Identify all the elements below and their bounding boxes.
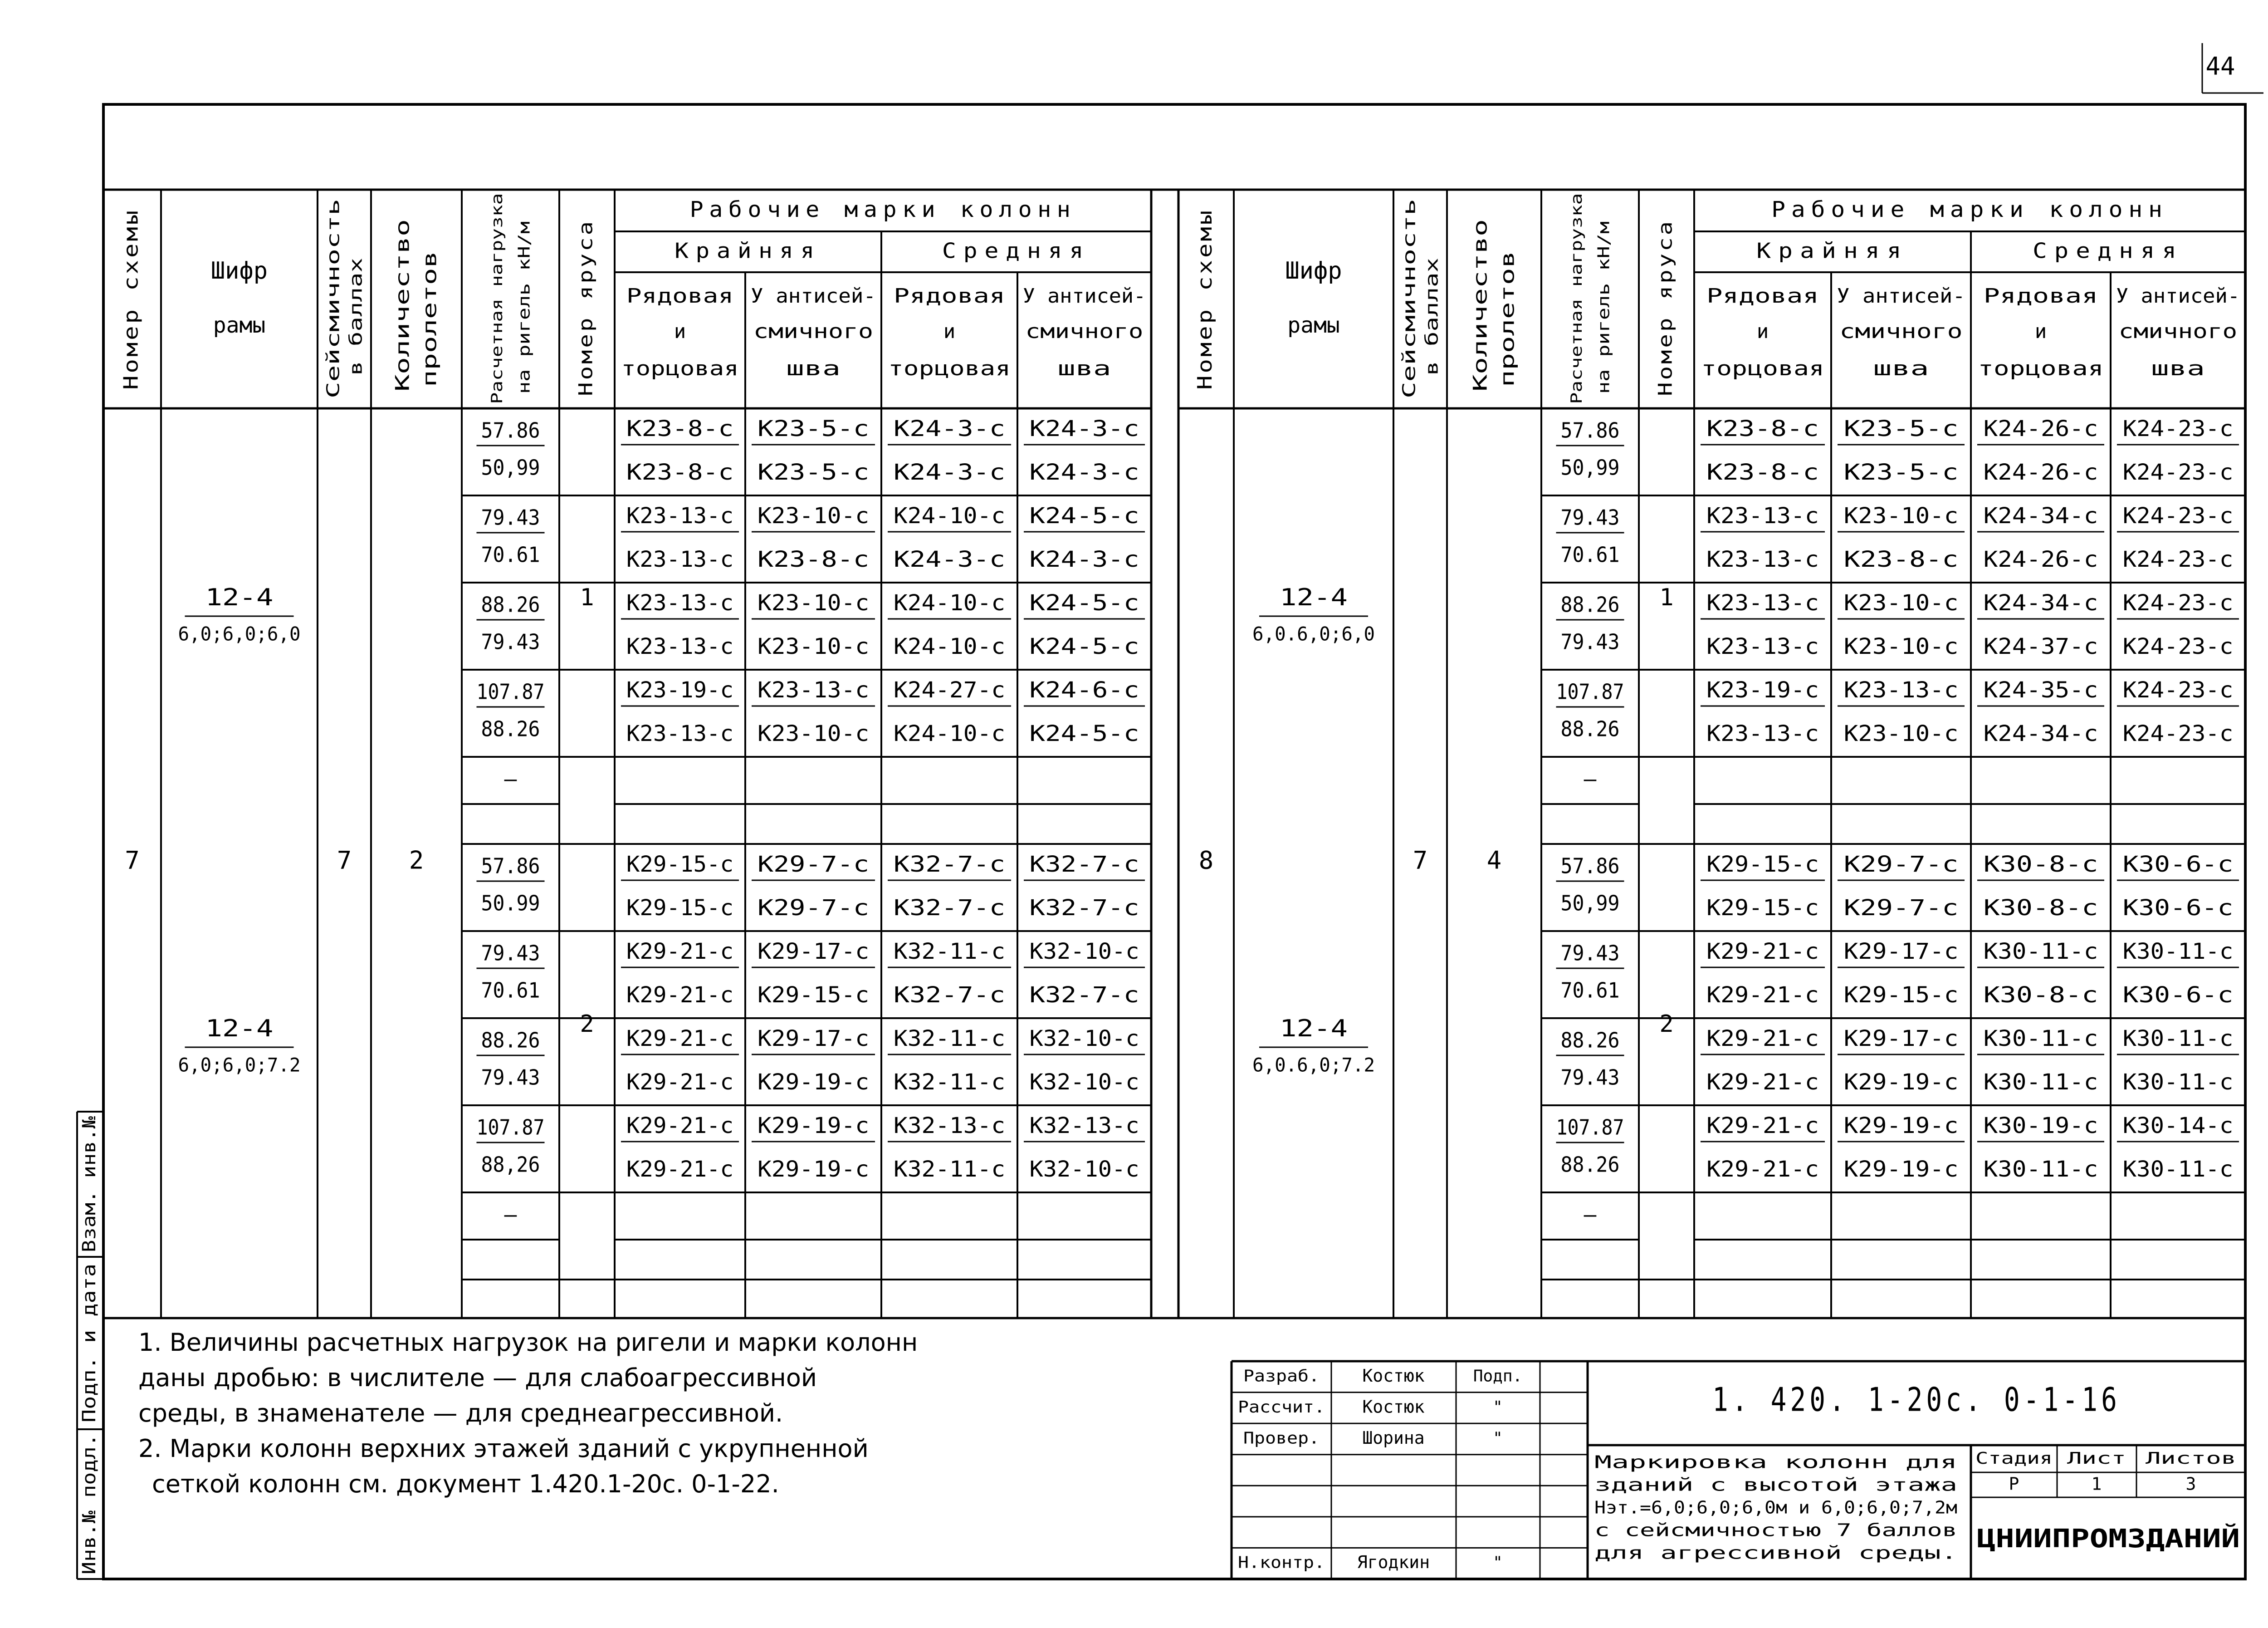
- column-mark: К29-7-с: [1843, 895, 1959, 921]
- header-row-type: торцовая: [888, 357, 1011, 380]
- column-mark: К24-26-с: [1983, 460, 2098, 485]
- column-mark: К24-26-с: [1983, 416, 2098, 441]
- column-mark: К23-13-с: [626, 721, 734, 746]
- column-mark: К29-21-с: [626, 939, 734, 964]
- column-mark: К29-15-с: [1843, 982, 1959, 1008]
- load-numerator: 107.87: [1556, 1115, 1624, 1140]
- load-denominator: 88,26: [481, 1152, 540, 1177]
- column-mark: К29-19-с: [1843, 1069, 1959, 1095]
- load-numerator: 107.87: [476, 1115, 545, 1140]
- column-mark: К23-10-с: [1843, 503, 1959, 529]
- tier-number: 2: [580, 1010, 594, 1038]
- load-numerator: 57.86: [1560, 853, 1620, 878]
- title-description: Нэт.=6,0;6,0;6,0м и 6,0;6,0;7,2м: [1594, 1497, 1957, 1518]
- column-mark: К23-10-с: [1843, 721, 1959, 746]
- column-mark: К24-3-с: [1029, 416, 1139, 441]
- column-mark: К29-21-с: [626, 1026, 734, 1051]
- scheme-number: 8: [1198, 846, 1214, 875]
- load-numerator: 79.43: [481, 941, 540, 966]
- tier-number: 1: [580, 584, 594, 611]
- frame-code-den: 6,0;6,0;6,0: [178, 623, 301, 645]
- column-mark: К24-23-с: [2122, 721, 2234, 746]
- column-mark: К29-15-с: [626, 895, 734, 921]
- tier-number: 2: [1659, 1010, 1674, 1038]
- title-name: Костюк: [1362, 1397, 1425, 1417]
- column-mark: К23-10-с: [758, 721, 869, 746]
- side-stamp-label: Взам. инв.№: [79, 1132, 100, 1252]
- header-row-type: и: [943, 320, 956, 343]
- column-mark: К29-7-с: [758, 895, 869, 921]
- column-mark: К29-19-с: [1843, 1113, 1959, 1138]
- load-denominator: 88.26: [1560, 716, 1620, 741]
- load-numerator: 57.86: [481, 418, 540, 443]
- header-load: Расчетная нагрузка: [1568, 237, 1586, 404]
- column-mark: К29-7-с: [1843, 852, 1959, 877]
- column-mark: К24-34-с: [1983, 503, 2098, 529]
- header-spans: Количество: [391, 277, 414, 392]
- column-mark: К30-19-с: [1983, 1113, 2098, 1138]
- load-denominator: 50,99: [1560, 891, 1620, 916]
- column-mark: К29-19-с: [1843, 1157, 1959, 1182]
- load-numerator: 79.43: [1560, 505, 1620, 530]
- title-sign: ": [1493, 1553, 1503, 1572]
- column-mark: К23-13-с: [1843, 677, 1959, 703]
- header-row-type: торцовая: [1978, 357, 2104, 380]
- empty-load-dash: —: [1584, 766, 1597, 791]
- column-mark: К24-23-с: [2122, 460, 2234, 485]
- column-mark: К24-3-с: [1029, 460, 1139, 485]
- column-mark: К29-17-с: [1843, 939, 1959, 964]
- column-mark: К23-19-с: [1706, 677, 1819, 703]
- column-mark: К29-17-с: [758, 939, 869, 964]
- header-anti-seismic: У антисей-: [2116, 284, 2240, 308]
- header-row-type: Рядовая: [1983, 284, 2098, 308]
- empty-load-dash: —: [504, 1202, 517, 1227]
- load-denominator: 79.43: [481, 1065, 540, 1090]
- title-name: Шорина: [1362, 1427, 1425, 1448]
- column-mark: К29-21-с: [626, 1113, 734, 1138]
- header-spans: Количество: [1469, 277, 1491, 392]
- column-mark: К29-15-с: [626, 852, 734, 877]
- column-mark: К32-11-с: [894, 1157, 1005, 1182]
- header-middle: Средняя: [942, 238, 1091, 263]
- header-spans: пролетов: [418, 295, 441, 387]
- header-frame-code: Шифр: [1285, 257, 1342, 284]
- sheet-label: Лист: [2067, 1449, 2126, 1468]
- header-working-marks: Рабочие марки колонн: [689, 197, 1076, 222]
- column-mark: К30-6-с: [2122, 982, 2234, 1008]
- column-mark: К23-13-с: [1706, 547, 1819, 572]
- column-mark: К29-15-с: [1706, 895, 1819, 921]
- column-mark: К24-34-с: [1983, 721, 2098, 746]
- title-role: Рассчит.: [1238, 1398, 1325, 1417]
- column-mark: К29-21-с: [1706, 1157, 1819, 1182]
- column-mark: К30-11-с: [2122, 1026, 2234, 1051]
- column-mark: К23-13-с: [1706, 503, 1819, 529]
- column-mark: К30-8-с: [1983, 982, 2098, 1008]
- header-seismic: Сейсмичность: [323, 274, 343, 398]
- note-line: среды, в знаменателе — для среднеагрессивной.: [138, 1399, 783, 1427]
- column-mark: К24-23-с: [2122, 547, 2234, 572]
- header-anti-seismic: смичного: [2118, 320, 2238, 343]
- column-mark: К32-7-с: [894, 982, 1005, 1008]
- column-mark: К24-23-с: [2122, 634, 2234, 659]
- column-mark: К30-8-с: [1983, 895, 2098, 921]
- load-numerator: 57.86: [481, 853, 540, 878]
- column-mark: К29-15-с: [758, 982, 869, 1008]
- header-seismic: в баллах: [346, 292, 366, 376]
- tier-number: 1: [1659, 584, 1674, 611]
- column-mark: К23-5-с: [758, 416, 869, 441]
- title-sign: ": [1493, 1429, 1503, 1448]
- title-role: Провер.: [1243, 1429, 1320, 1448]
- header-anti-seismic: шва: [1057, 357, 1111, 380]
- header-row-type: торцовая: [1701, 357, 1824, 380]
- column-mark: К24-37-с: [1983, 634, 2098, 659]
- header-anti-seismic: У антисей-: [1837, 284, 1965, 308]
- load-numerator: 107.87: [1556, 679, 1624, 704]
- load-numerator: 79.43: [481, 505, 540, 530]
- column-mark: К23-13-с: [758, 677, 869, 703]
- column-mark: К24-5-с: [1029, 503, 1139, 529]
- header-anti-seismic: смичного: [1839, 320, 1963, 343]
- stage-value: Р: [2009, 1474, 2019, 1494]
- header-spans: пролетов: [1496, 295, 1519, 387]
- frame-code-num: 12-4: [205, 1015, 274, 1042]
- load-numerator: 88.26: [481, 1028, 540, 1053]
- column-mark: К24-23-с: [2122, 503, 2234, 529]
- note-line: сеткой колонн см. документ 1.420.1-20с. 0-1-22.: [152, 1470, 779, 1498]
- column-mark: К23-5-с: [758, 460, 869, 485]
- column-mark: К24-6-с: [1029, 677, 1139, 703]
- note-line: 2. Марки колонн верхних этажей зданий с укрупненной: [138, 1434, 869, 1463]
- header-anti-seismic: шва: [786, 357, 841, 380]
- column-mark: К30-14-с: [2122, 1113, 2234, 1138]
- column-mark: К30-11-с: [2122, 1157, 2234, 1182]
- column-mark: К24-34-с: [1983, 590, 2098, 616]
- load-denominator: 50,99: [1560, 455, 1620, 480]
- column-mark: К23-13-с: [626, 634, 734, 659]
- load-numerator: 88.26: [1560, 1028, 1620, 1053]
- column-mark: К23-10-с: [1843, 590, 1959, 616]
- column-mark: К32-11-с: [894, 1069, 1005, 1095]
- side-stamp-label: Инв.№ подл.: [79, 1454, 100, 1574]
- seismic-value: 7: [337, 846, 352, 875]
- column-mark: К24-5-с: [1029, 721, 1139, 746]
- column-mark: К23-13-с: [626, 590, 734, 616]
- column-mark: К32-10-с: [1029, 1069, 1139, 1095]
- title-description: Маркировка колонн для: [1594, 1452, 1957, 1472]
- column-mark: К30-6-с: [2122, 852, 2234, 877]
- load-denominator: 79.43: [481, 629, 540, 654]
- column-mark: К30-11-с: [1983, 939, 2098, 964]
- column-mark: К32-7-с: [1029, 982, 1139, 1008]
- column-mark: К30-11-с: [1983, 1157, 2098, 1182]
- header-working-marks: Рабочие марки колонн: [1771, 197, 2168, 222]
- column-mark: К23-13-с: [1706, 590, 1819, 616]
- header-row-type: и: [1756, 320, 1769, 343]
- column-mark: К24-23-с: [2122, 590, 2234, 616]
- column-mark: К29-15-с: [1706, 852, 1819, 877]
- header-seismic: в баллах: [1422, 292, 1442, 376]
- column-mark: К24-3-с: [1029, 547, 1139, 572]
- note-line: 1. Величины расчетных нагрузок на ригели и марки колонн: [138, 1328, 918, 1357]
- column-mark: К29-21-с: [626, 982, 734, 1008]
- column-mark: К24-3-с: [894, 460, 1005, 485]
- column-mark: К30-11-с: [1983, 1026, 2098, 1051]
- note-line: даны дробью: в числителе — для слабоагрессивной: [138, 1363, 817, 1392]
- header-anti-seismic: смичного: [1025, 320, 1144, 343]
- column-mark: К29-7-с: [758, 852, 869, 877]
- header-frame-code: рамы: [213, 313, 266, 338]
- header-anti-seismic: смичного: [753, 320, 873, 343]
- column-mark: К23-10-с: [758, 503, 869, 529]
- header-scheme-no: Номер схемы: [1193, 237, 1217, 390]
- load-denominator: 50.99: [481, 891, 540, 916]
- column-mark: К30-11-с: [1983, 1069, 2098, 1095]
- load-numerator: 57.86: [1560, 418, 1620, 443]
- column-mark: К32-7-с: [894, 852, 1005, 877]
- frame-code-num: 12-4: [1280, 1015, 1348, 1042]
- frame-code-den: 6,0.6,0;7.2: [1252, 1054, 1375, 1076]
- column-mark: К23-8-с: [626, 460, 734, 485]
- column-mark: К29-19-с: [758, 1157, 869, 1182]
- column-mark: К23-19-с: [626, 677, 734, 703]
- column-mark: К32-11-с: [894, 1026, 1005, 1051]
- column-mark: К24-23-с: [2122, 677, 2234, 703]
- organization-name: ЦНИИПРОМЗДАНИЙ: [1977, 1524, 2191, 1554]
- column-mark: К29-17-с: [1843, 1026, 1959, 1051]
- title-role: Н.контр.: [1238, 1553, 1325, 1572]
- load-denominator: 79.43: [1560, 1065, 1620, 1090]
- empty-load-dash: —: [1584, 1202, 1597, 1227]
- frame-code-num: 12-4: [1280, 584, 1348, 611]
- scheme-number: 7: [125, 846, 140, 875]
- column-mark: К32-10-с: [1029, 939, 1139, 964]
- load-denominator: 70.61: [1560, 542, 1620, 567]
- load-numerator: 107.87: [476, 679, 545, 704]
- column-mark: К23-13-с: [626, 547, 734, 572]
- header-row-type: и: [674, 320, 686, 343]
- header-seismic: Сейсмичность: [1399, 274, 1419, 398]
- column-mark: К23-5-с: [1843, 460, 1959, 485]
- title-description: с сейсмичностью 7 баллов: [1594, 1520, 1957, 1540]
- column-mark: К29-21-с: [1706, 982, 1819, 1008]
- title-description: для агрессивной среды.: [1594, 1543, 1957, 1563]
- column-mark: К24-10-с: [894, 590, 1005, 616]
- stage-label: Стадия: [1975, 1449, 2053, 1468]
- column-mark: К32-7-с: [1029, 895, 1139, 921]
- header-edge: Крайняя: [1756, 238, 1909, 263]
- document-code: 1. 420. 1-20с. 0-1-16: [1712, 1380, 2121, 1419]
- column-mark: К29-21-с: [626, 1069, 734, 1095]
- header-row-type: Рядовая: [1706, 284, 1819, 308]
- column-mark: К32-7-с: [1029, 852, 1139, 877]
- column-mark: К23-10-с: [1843, 634, 1959, 659]
- column-mark: К29-19-с: [758, 1113, 869, 1138]
- column-mark: К30-11-с: [2122, 1069, 2234, 1095]
- column-mark: К32-13-с: [1029, 1113, 1139, 1138]
- sheet-value: 1: [2091, 1474, 2102, 1494]
- header-anti-seismic: У антисей-: [1022, 284, 1146, 308]
- column-mark: К23-5-с: [1843, 416, 1959, 441]
- column-mark: К23-8-с: [758, 547, 869, 572]
- header-load: Расчетная нагрузка: [488, 237, 506, 404]
- column-mark: К23-8-с: [1843, 547, 1959, 572]
- column-mark: К30-8-с: [1983, 852, 2098, 877]
- title-name: Ягодкин: [1357, 1552, 1430, 1573]
- column-mark: К29-21-с: [1706, 1069, 1819, 1095]
- column-mark: К24-10-с: [894, 634, 1005, 659]
- column-mark: К24-23-с: [2122, 416, 2234, 441]
- column-mark: К24-27-с: [894, 677, 1005, 703]
- sheet-number: 44: [2205, 52, 2235, 81]
- load-denominator: 88.26: [481, 716, 540, 741]
- column-mark: К29-19-с: [758, 1069, 869, 1095]
- column-mark: К32-10-с: [1029, 1026, 1139, 1051]
- frame-code-den: 6,0;6,0;7.2: [178, 1054, 301, 1076]
- header-frame-code: Шифр: [210, 257, 268, 284]
- spans-value: 2: [409, 846, 424, 875]
- column-mark: К24-10-с: [894, 721, 1005, 746]
- column-mark: К23-8-с: [626, 416, 734, 441]
- column-mark: К32-10-с: [1029, 1157, 1139, 1182]
- title-role: Разраб.: [1243, 1367, 1320, 1386]
- header-row-type: Рядовая: [626, 284, 734, 308]
- title-name: Костюк: [1362, 1365, 1425, 1386]
- column-mark: К32-11-с: [894, 939, 1005, 964]
- column-mark: К32-13-с: [894, 1113, 1005, 1138]
- header-anti-seismic: У антисей-: [751, 284, 876, 308]
- header-tier: Номер яруса: [574, 250, 597, 396]
- sheets-value: 3: [2185, 1474, 2196, 1494]
- column-mark: К23-13-с: [1706, 634, 1819, 659]
- header-tier: Номер яруса: [1654, 250, 1677, 396]
- load-denominator: 70.61: [481, 542, 540, 567]
- header-row-type: Рядовая: [894, 284, 1005, 308]
- column-mark: К23-8-с: [1706, 416, 1819, 441]
- column-mark: К23-10-с: [758, 590, 869, 616]
- load-denominator: 79.43: [1560, 629, 1620, 654]
- load-numerator: 79.43: [1560, 941, 1620, 966]
- header-row-type: торцовая: [621, 357, 739, 380]
- title-sign: Подп.: [1473, 1367, 1523, 1386]
- column-mark: К29-21-с: [626, 1157, 734, 1182]
- side-stamp-label: Подп. и дата: [79, 1291, 100, 1422]
- column-mark: К23-8-с: [1706, 460, 1819, 485]
- load-numerator: 88.26: [481, 592, 540, 617]
- header-load: на ригель кН/м: [1594, 256, 1613, 394]
- load-denominator: 88.26: [1560, 1152, 1620, 1177]
- column-mark: К29-21-с: [1706, 1026, 1819, 1051]
- column-mark: К24-5-с: [1029, 634, 1139, 659]
- header-frame-code: рамы: [1287, 313, 1340, 338]
- column-mark: К24-35-с: [1983, 677, 2098, 703]
- sheets-label: Листов: [2146, 1449, 2236, 1468]
- column-mark: К32-7-с: [894, 895, 1005, 921]
- title-sign: ": [1493, 1398, 1503, 1417]
- header-anti-seismic: шва: [2151, 357, 2205, 380]
- column-mark: К29-17-с: [758, 1026, 869, 1051]
- column-mark: К30-11-с: [2122, 939, 2234, 964]
- column-mark: К23-13-с: [1706, 721, 1819, 746]
- column-mark: К29-21-с: [1706, 939, 1819, 964]
- header-row-type: и: [2034, 320, 2047, 343]
- column-mark: К24-3-с: [894, 416, 1005, 441]
- header-scheme-no: Номер схемы: [119, 237, 143, 390]
- load-denominator: 70.61: [1560, 978, 1620, 1003]
- notes: [138, 1325, 1068, 1502]
- seismic-value: 7: [1413, 846, 1428, 875]
- header-edge: Крайняя: [675, 238, 821, 263]
- empty-load-dash: —: [504, 766, 517, 791]
- column-mark: К23-13-с: [626, 503, 734, 529]
- header-anti-seismic: шва: [1873, 357, 1929, 380]
- column-mark: К30-6-с: [2122, 895, 2234, 921]
- frame-code-num: 12-4: [205, 584, 274, 611]
- column-mark: К24-10-с: [894, 503, 1005, 529]
- column-mark: К23-10-с: [758, 634, 869, 659]
- header-middle: Средняя: [2033, 238, 2184, 263]
- title-description: зданий с высотой этажа: [1594, 1475, 1957, 1495]
- load-denominator: 50,99: [481, 455, 540, 480]
- column-mark: К24-26-с: [1983, 547, 2098, 572]
- column-mark: К29-21-с: [1706, 1113, 1819, 1138]
- column-mark: К24-5-с: [1029, 590, 1139, 616]
- load-denominator: 70.61: [481, 978, 540, 1003]
- header-load: на ригель кН/м: [515, 256, 534, 394]
- column-mark: К24-3-с: [894, 547, 1005, 572]
- frame-code-den: 6,0.6,0;6,0: [1252, 623, 1375, 645]
- spans-value: 4: [1486, 846, 1502, 875]
- load-numerator: 88.26: [1560, 592, 1620, 617]
